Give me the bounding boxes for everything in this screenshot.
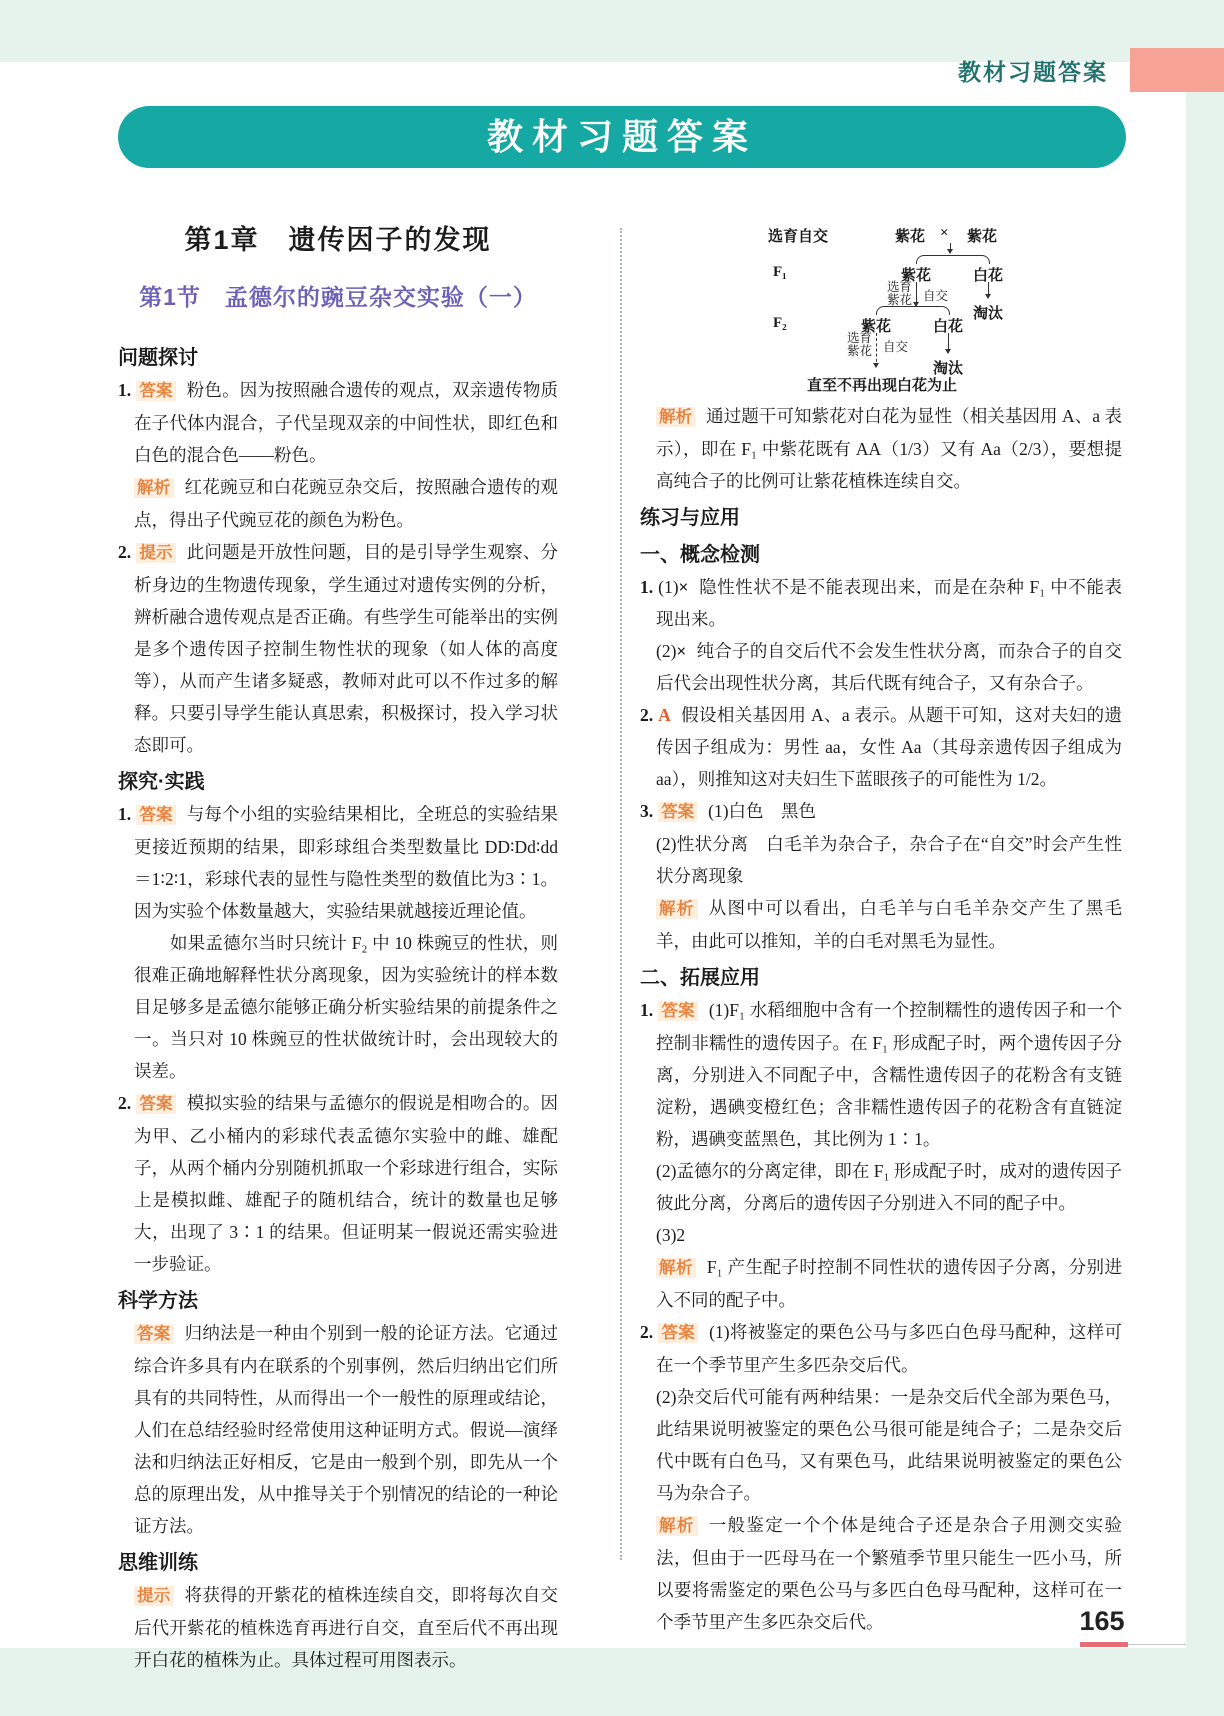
answer-label: 答案 bbox=[658, 1001, 698, 1021]
answer-text: 与每个小组的实验结果相比，全班总的实验结果更接近预期的结果，即彩球组合类型数量比 DD∶Dd∶dd＝1∶2∶1，彩球代表的显性与隐性类型的数值比为3∶1。因为实验个体数量越大，实验结果就越接近理论值。 bbox=[134, 804, 559, 921]
answer-text: 如果孟德尔当时只统计 F₂ 中 10 株豌豆的性状，则很难正确地解释性状分离现象，因为实验统计的样本数目足够多是孟德尔能够正确分析实验结果的前提条件之一。当只对 10 株豌豆的性状做统计时，会出现较大的误差。 bbox=[134, 933, 558, 1081]
diagram-analysis bbox=[640, 400, 1122, 497]
cross-icon: × bbox=[940, 225, 949, 241]
wrong-mark: × bbox=[678, 577, 689, 597]
diagram-select-purple-label bbox=[828, 332, 872, 358]
selfing-selection-diagram bbox=[640, 218, 1122, 400]
item-number: 2. bbox=[118, 542, 132, 562]
analysis-text: 一般鉴定一个个体是纯合子还是杂合子用测交实验法，但由于一匹母马在一个繁殖季节里只能生一匹小马，所以要将需鉴定的栗色公马与多匹白色母马配种，这样可在一个季节里产生多匹杂交后代。 bbox=[656, 1515, 1123, 1632]
thinking-training-hint bbox=[118, 1579, 558, 1676]
extension-item-1-analysis bbox=[640, 1251, 1122, 1316]
diagram-parent-purple: 紫花 bbox=[967, 229, 998, 245]
analysis-text: F₁ 产生配子时控制不同性状的遗传因子分离，分别进入不同的配子中。 bbox=[656, 1257, 1122, 1310]
diagram-selfing-label: 自交 bbox=[883, 340, 909, 354]
answer-label: 答案 bbox=[136, 805, 176, 825]
item-number: 2. bbox=[640, 705, 654, 725]
answer-text: 纯合子的自交后代不会发生性状分离，而杂合子的自交后代会出现性状分离，其后代既有纯合子，又有杂合子。 bbox=[656, 641, 1122, 693]
analysis-text: 通过题干可知紫花对白花为显性（相关基因用 A、a 表示），即在 F₁ 中紫花既有 AA（1/3）又有 Aa（2/3），要想提高纯合子的比例可让紫花植株连续自交。 bbox=[656, 406, 1123, 491]
item-number: 1. bbox=[118, 804, 132, 824]
diagram-f1-purple: 紫花 bbox=[901, 268, 932, 284]
diagram-f2-white: 白花 bbox=[933, 319, 964, 335]
answer-text: 模拟实验的结果与孟德尔的假说是相吻合的。因为甲、乙小桶内的彩球代表孟德尔实验中的雌、雄配子，从两个桶内分别随机抓取一个彩球进行组合，实际上是模拟雌、雄配子的随机结合，统计的数量也足够大，出现了 3∶1 的结果。但证明某一假说还需实验进一步验证。 bbox=[134, 1093, 559, 1274]
corner-tab bbox=[1130, 48, 1224, 92]
branch-bracket bbox=[876, 306, 950, 315]
item-number: 3. bbox=[640, 801, 654, 821]
answer-text: (2)性状分离 白毛羊为杂合子，杂合子在“自交”时会产生性状分离现象 bbox=[656, 834, 1122, 886]
answer-label: 答案 bbox=[136, 381, 176, 401]
sub-prefix: (2) bbox=[656, 641, 677, 661]
answer-text: 粉色。因为按照融合遗传的观点，双亲遗传物质在子代体内混合，子代呈现双亲的中间性状，即红色和白色的混合色——粉色。 bbox=[134, 380, 559, 465]
item-number: 1. bbox=[640, 577, 654, 597]
analysis-label: 解析 bbox=[656, 899, 698, 919]
answer-text: (3)2 bbox=[656, 1225, 686, 1245]
column-divider bbox=[620, 228, 622, 1560]
analysis-label: 解析 bbox=[656, 1516, 698, 1536]
answer-text: 归纳法是一种由个别到一般的论证方法。它通过综合许多具有内在联系的个别事例，然后归纳出它们所具有的共同特性，从而得出一个一般性的原理或结论，人们在总结经验时经常使用这种证明方式。假说—演绎法和归纳法正好相反，它是由一般到个别，即先从一个总的原理出发，从中推导关于个别情况的结论的一种论证方法。 bbox=[134, 1323, 559, 1536]
page-number: 165 bbox=[1079, 1606, 1125, 1636]
answer-text: 隐性性状不是不能表现出来，而是在杂种 F₁ 中不能表现出来。 bbox=[656, 577, 1122, 629]
diagram-label-select-self: 选育自交 bbox=[768, 229, 829, 245]
select-label-line2: 紫花 bbox=[886, 293, 912, 307]
down-arrow bbox=[916, 282, 917, 306]
answer-label: 答案 bbox=[658, 1323, 698, 1343]
diagram-f2-label: F₂ bbox=[773, 315, 787, 331]
answer-text: 假设相关基因用 A、a 表示。从题干可知，这对夫妇的遗传因子组成为：男性 aa，女性 Aa（其母亲遗传因子组成为 aa），则推知这对夫妇生下蓝眼孩子的可能性为 1/2。 bbox=[656, 705, 1122, 789]
analysis-text: 红花豌豆和白花豌豆杂交后，按照融合遗传的观点，得出子代豌豆花的颜色为粉色。 bbox=[134, 477, 559, 530]
hint-label: 提示 bbox=[134, 1586, 174, 1606]
heading-problem-discussion: 问题探讨 bbox=[118, 347, 198, 369]
problem-item-1-analysis bbox=[118, 471, 558, 536]
analysis-label: 解析 bbox=[134, 478, 174, 498]
diagram-parent-purple: 紫花 bbox=[895, 229, 926, 245]
answer-text: (1)将被鉴定的栗色公马与多匹白色母马配种，这样可在一个季节里产生多匹杂交后代。 bbox=[656, 1322, 1123, 1375]
diagram-selfing-label: 自交 bbox=[923, 289, 949, 303]
select-label-line2: 紫花 bbox=[846, 344, 872, 358]
answer-text: (2)杂交后代可能有两种结果：一是杂交后代全部为栗色马，此结果说明被鉴定的栗色公马很可能是纯合子；二是杂交后代中既有白色马，又有栗色马，此结果说明被鉴定的栗色公马为杂合子。 bbox=[656, 1387, 1122, 1503]
explore-item-1 bbox=[118, 798, 558, 927]
item-number: 2. bbox=[640, 1322, 654, 1342]
dashed-down-arrow bbox=[876, 333, 877, 367]
item-number: 1. bbox=[118, 380, 132, 400]
right-column bbox=[640, 218, 1122, 1638]
scientific-method-answer bbox=[118, 1317, 558, 1542]
explore-item-1-continued bbox=[118, 927, 558, 1087]
concept-item-1 bbox=[640, 571, 1122, 635]
answer-text: (1)白色 黑色 bbox=[708, 801, 817, 821]
down-arrow bbox=[988, 282, 989, 298]
heading-extension-application: 二、拓展应用 bbox=[640, 967, 760, 989]
sub-prefix: (1) bbox=[658, 577, 679, 597]
heading-practice-application: 练习与应用 bbox=[640, 507, 740, 529]
branch-bracket bbox=[916, 255, 990, 264]
diagram-f1-label: F₁ bbox=[773, 264, 787, 280]
concept-item-3-sub2 bbox=[640, 828, 1122, 892]
heading-concept-check: 一、概念检测 bbox=[640, 544, 760, 566]
down-arrow bbox=[950, 243, 951, 253]
answer-label: 答案 bbox=[134, 1324, 174, 1344]
concept-item-1-sub2 bbox=[640, 635, 1122, 699]
analysis-label: 解析 bbox=[656, 1258, 696, 1278]
diagram-discard-label: 淘汰 bbox=[933, 361, 964, 377]
problem-item-2 bbox=[118, 536, 558, 761]
diagram-select-purple-label bbox=[868, 281, 912, 307]
item-number: 2. bbox=[118, 1093, 132, 1113]
section-title: 第1节 孟德尔的豌豆杂交实验（一） bbox=[139, 284, 537, 310]
concept-item-2 bbox=[640, 699, 1122, 795]
extension-item-1-sub3 bbox=[640, 1219, 1122, 1251]
hint-label: 提示 bbox=[136, 543, 176, 563]
extension-item-1 bbox=[640, 994, 1122, 1155]
diagram-f1-white: 白花 bbox=[973, 268, 1004, 284]
banner-title: 教材习题答案 bbox=[118, 106, 1126, 168]
wrong-mark: × bbox=[676, 641, 687, 661]
concept-item-3-analysis bbox=[640, 892, 1122, 957]
page-number-accent-bar bbox=[1080, 1642, 1128, 1647]
problem-item-1 bbox=[118, 374, 558, 471]
concept-item-3 bbox=[640, 795, 1122, 828]
answer-text: (2)孟德尔的分离定律，即在 F₁ 形成配子时，成对的遗传因子彼此分离，分离后的遗传因子分别进入不同的配子中。 bbox=[656, 1161, 1122, 1213]
page-header-label: 教材习题答案 bbox=[958, 59, 1108, 85]
page-number-rule-line bbox=[1128, 1644, 1186, 1645]
down-arrow bbox=[948, 333, 949, 353]
diagram-caption: 直至不再出现白花为止 bbox=[807, 378, 958, 394]
item-number: 1. bbox=[640, 1000, 654, 1020]
heading-thinking-training: 思维训练 bbox=[118, 1552, 198, 1574]
extension-item-2 bbox=[640, 1316, 1122, 1381]
left-column bbox=[118, 218, 558, 1676]
explore-item-2 bbox=[118, 1087, 558, 1280]
choice-mark: A bbox=[658, 705, 671, 725]
hint-text: 此问题是开放性问题，目的是引导学生观察、分析身边的生物遗传现象，学生通过对遗传实例的分析，辨析融合遗传观点是否正确。有些学生可能举出的实例是多个遗传因子控制生物性状的现象（如人体的高度等），从而产生诸多疑惑，教师对此可以不作过多的解释。只要引导学生能认真思索，积极探讨，投入学习状态即可。 bbox=[134, 542, 559, 755]
heading-scientific-method: 科学方法 bbox=[118, 1290, 198, 1312]
analysis-text: 从图中可以看出，白毛羊与白毛羊杂交产生了黑毛羊，由此可以推知，羊的白毛对黑毛为显性。 bbox=[656, 898, 1123, 951]
extension-item-2-analysis bbox=[640, 1509, 1122, 1638]
heading-explore-practice: 探究·实践 bbox=[118, 771, 205, 793]
extension-item-1-sub2 bbox=[640, 1155, 1122, 1219]
chapter-title: 第1章 遗传因子的发现 bbox=[184, 225, 492, 255]
hint-text: 将获得的开紫花的植株连续自交，即将每次自交后代开紫花的植株选育再进行自交，直至后代不再出现开白花的植株为止。具体过程可用图表示。 bbox=[134, 1585, 559, 1670]
extension-item-2-sub2 bbox=[640, 1381, 1122, 1509]
answer-label: 答案 bbox=[658, 802, 697, 822]
diagram-f2-purple: 紫花 bbox=[861, 319, 892, 335]
select-label-line1: 选育 bbox=[846, 331, 872, 345]
answer-label: 答案 bbox=[136, 1094, 176, 1114]
diagram-discard-label: 淘汰 bbox=[973, 306, 1004, 322]
answer-text: (1)F₁ 水稻细胞中含有一个控制糯性的遗传因子和一个控制非糯性的遗传因子。在 F₁ 形成配子时，两个遗传因子分离，分别进入不同配子中，含糯性遗传因子的花粉含有支链淀粉，遇碘变橙红色；含非糯性遗传因子的花粉含有直链淀粉，遇碘变蓝黑色，其比例为 1∶1。 bbox=[656, 1000, 1122, 1149]
select-label-line1: 选育 bbox=[886, 280, 912, 294]
analysis-label: 解析 bbox=[656, 407, 695, 427]
